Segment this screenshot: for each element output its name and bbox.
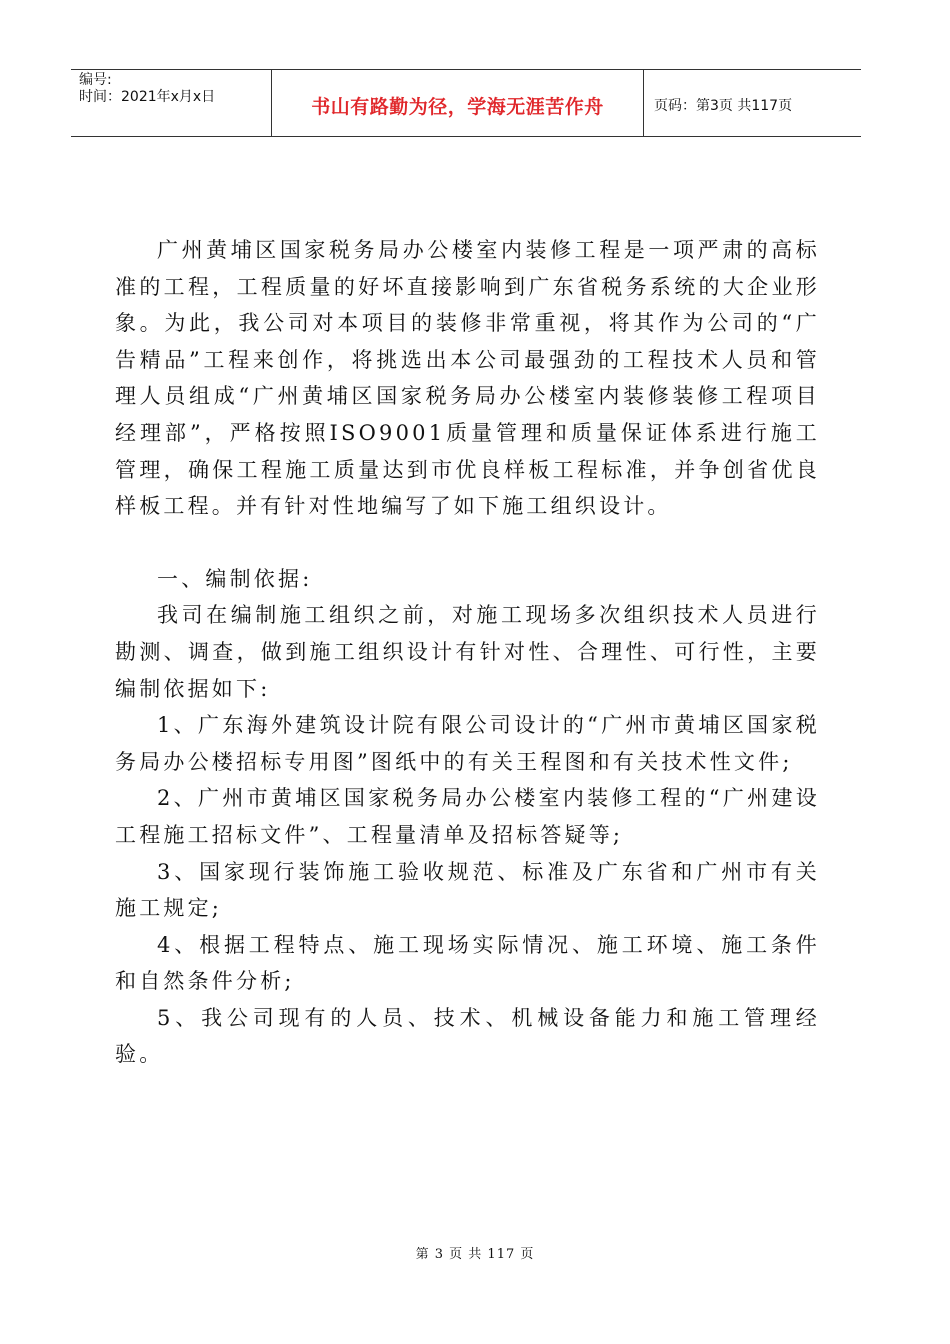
section-heading: 一、编制依据: — [157, 566, 313, 591]
basis-item-5: 5、我公司现有的人员、技术、机械设备能力和施工管理经验。 — [115, 1005, 820, 1067]
paragraph-spacer — [115, 525, 820, 561]
basis-item-1: 1、广东海外建筑设计院有限公司设计的“广州市黄埔区国家税务局办公楼招标专用图”图纸中的有关王程图和有关技术性文件; — [115, 713, 820, 774]
header-page-info: 页码：第3页 共117页 — [654, 98, 793, 114]
basis-item-3: 3、国家现行装饰施工验收规范、标准及广东省和广州市有关施工规定; — [115, 859, 820, 921]
section-intro-paragraph: 我司在编制施工组织之前，对施工现场多次组织技术人员进行勘测、调查，做到施工组织设计有针对性、合理性、可行性，主要编制依据如下: — [115, 603, 820, 701]
page-footer: 第 3 页 共 117 页 — [415, 1247, 535, 1262]
basis-item-4: 4、根据工程特点、施工现场实际情况、施工环境、施工条件和自然条件分析; — [115, 932, 820, 994]
basis-item-2: 2、广州市黄埔区国家税务局办公楼室内装修工程的“广州建设工程施工招标文件”、工程量清单及招标答疑等; — [115, 786, 820, 847]
header-motto: 书山有路勤为径，学海无涯苦作舟 — [311, 95, 604, 118]
document-time-label: 时间：2021年x月x日 — [79, 89, 216, 105]
header-meta — [71, 70, 272, 136]
document-body — [115, 232, 820, 1073]
header-motto-cell — [272, 70, 644, 136]
document-number-label: 编号: — [79, 72, 112, 88]
document-header — [71, 69, 861, 137]
intro-paragraph: 广州黄埔区国家税务局办公楼室内装修工程是一项严肃的高标准的工程，工程质量的好坏直接影响到广东省税务系统的大企业形象。为此，我公司对本项目的装修非常重视，将其作为公司的“广告精品”工程来创作，将挑选出本公司最强劲的工程技术人员和管理人员组成“广州黄埔区国家税务局办公楼室内装修装修工程项目经理部”，严格按照ISO9001质量管理和质量保证体系进行施工管理，确保工程施工质量达到市优良样板工程标准，并争创省优良样板工程。并有针对性地编写了如下施工组织设计。 — [115, 238, 820, 519]
header-page-info-cell — [644, 70, 861, 136]
